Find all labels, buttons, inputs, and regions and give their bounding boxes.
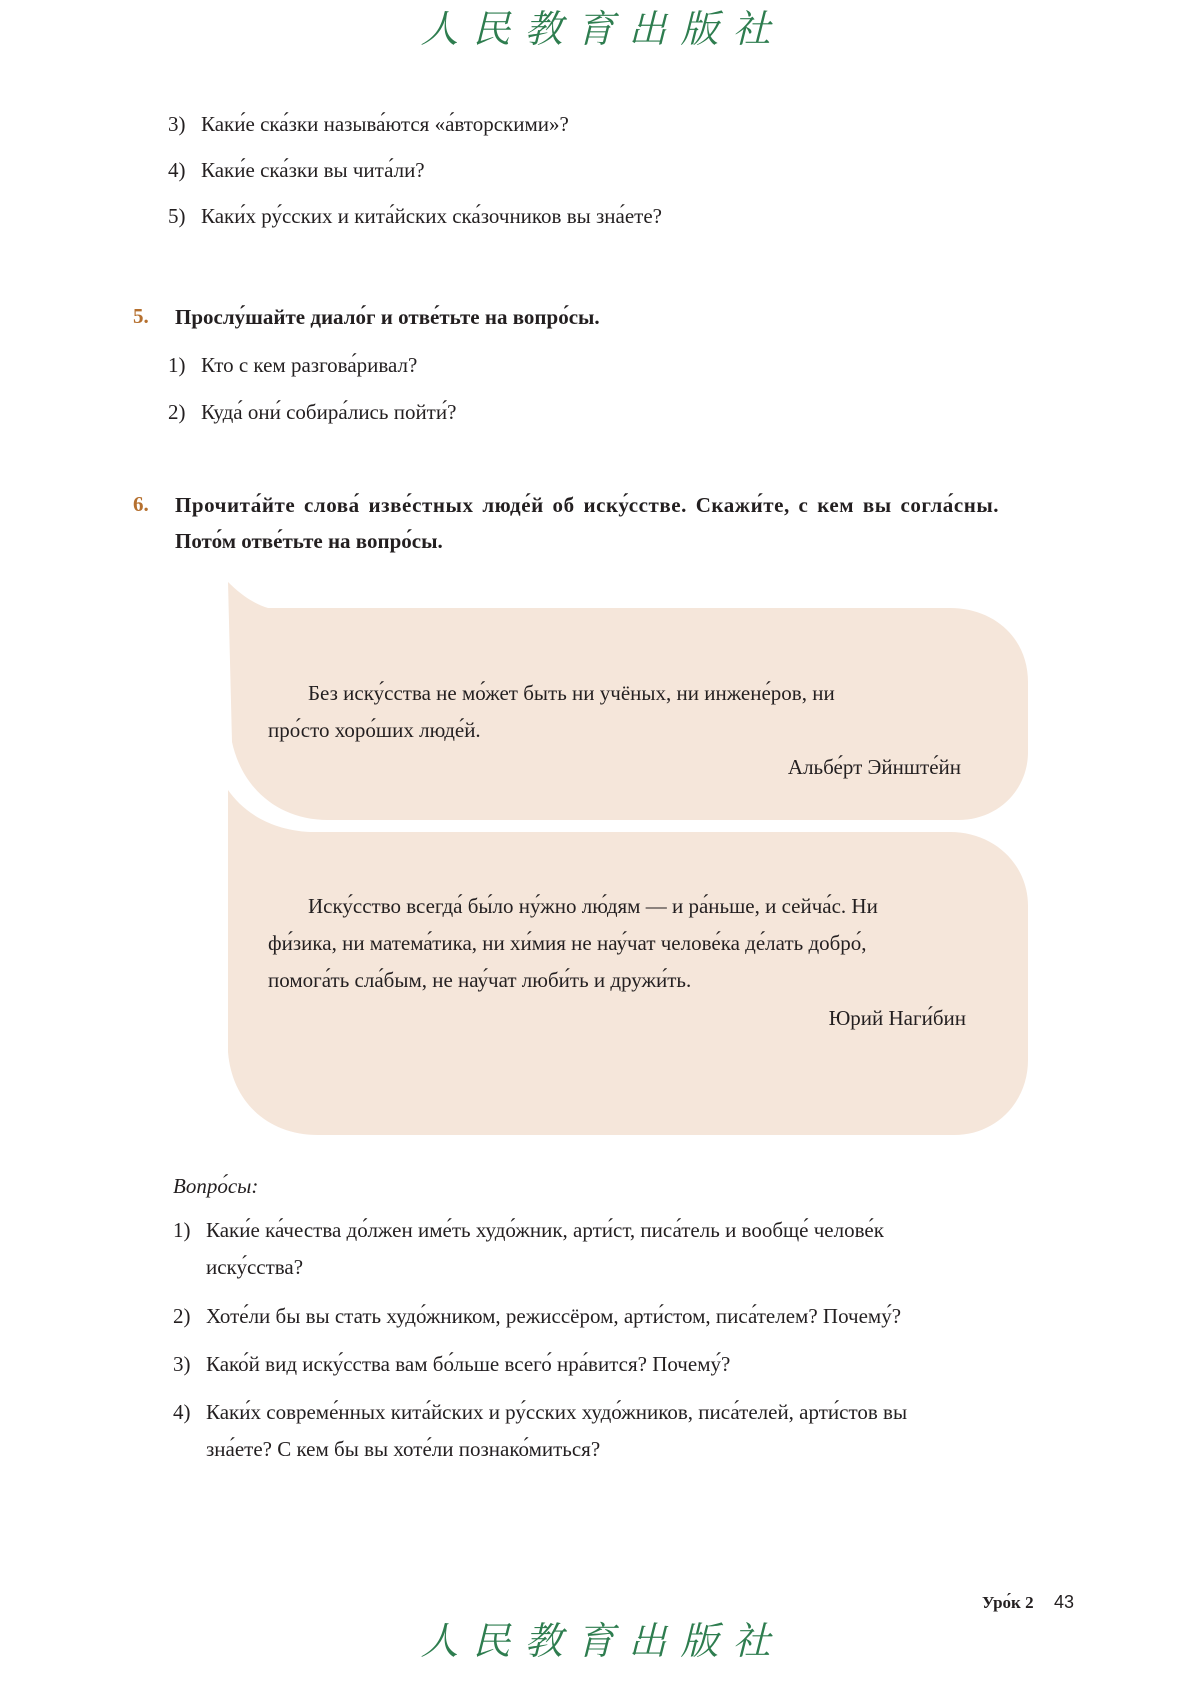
question-item: 2) Хоте́ли бы вы стать худо́жником, режиссёром, арти́стом, писа́телем? Почему́? — [173, 1304, 902, 1328]
task-number: 5. — [133, 304, 149, 328]
task-title-continued: Пото́м отве́тьте на вопро́сы. — [175, 529, 443, 553]
quote-bubble-2 — [228, 790, 1030, 1135]
task-title: Прочита́йте слова́ изве́стных люде́й об иску́сстве. Скажи́те, с кем вы согла́сны. — [175, 493, 1000, 517]
question-item: 5) Каки́х ру́сских и кита́йских ска́зочников вы зна́ете? — [168, 204, 662, 228]
publisher-logo-text: 人民教育出版社 — [420, 7, 785, 51]
publisher-logo-bottom — [0, 1616, 1191, 1666]
publisher-logo-top — [0, 4, 1191, 54]
question-item: 4) Каки́е ска́зки вы чита́ли? — [168, 158, 425, 182]
quote-author: Юрий Наги́бин — [828, 1006, 966, 1030]
task-title: Прослу́шайте диало́г и отве́тьте на вопро́сы. — [175, 305, 600, 329]
quote-text-line: фи́зика, ни матема́тика, ни хи́мия не нау́чат челове́ка де́лать добро́, — [268, 931, 867, 955]
quote-text-line: помога́ть сла́бым, не нау́чат люби́ть и дружи́ть. — [268, 968, 692, 992]
quote-text-line: про́сто хоро́ших люде́й. — [268, 718, 481, 742]
question-item-continued: зна́ете? С кем бы вы хоте́ли познако́миться? — [206, 1437, 601, 1461]
quote-text-line: Иску́сство всегда́ бы́ло ну́жно лю́дям — и ра́ньше, и сейча́с. Ни — [308, 894, 878, 918]
question-item: 4) Каки́х совреме́нных кита́йских и ру́сских худо́жников, писа́телей, арти́стов вы — [173, 1400, 908, 1424]
task-number: 6. — [133, 492, 149, 516]
page-number: 43 — [1054, 1592, 1075, 1612]
quote-author: Альбе́рт Эйнште́йн — [787, 755, 961, 779]
question-item-continued: иску́сства? — [206, 1255, 304, 1279]
lesson-label: Уро́к 2 — [982, 1593, 1034, 1612]
question-item: 2) Куда́ они́ собира́лись пойти́? — [168, 400, 457, 424]
question-item: 1) Кто с кем разгова́ривал? — [168, 353, 418, 377]
quote-text-line: Без иску́сства не мо́жет быть ни учёных, ни инжене́ров, ни — [308, 681, 835, 705]
questions-heading: Вопро́сы: — [173, 1174, 259, 1198]
question-item: 3) Како́й вид иску́сства вам бо́льше всего́ нра́вится? Почему́? — [173, 1352, 731, 1376]
question-item: 1) Каки́е ка́чества до́лжен име́ть худо́жник, арти́ст, писа́тель и вообще́ челове́к — [173, 1218, 884, 1242]
question-item: 3) Каки́е ска́зки называ́ются «а́вторскими»? — [168, 112, 569, 136]
publisher-logo-text: 人民教育出版社 — [420, 1619, 785, 1663]
